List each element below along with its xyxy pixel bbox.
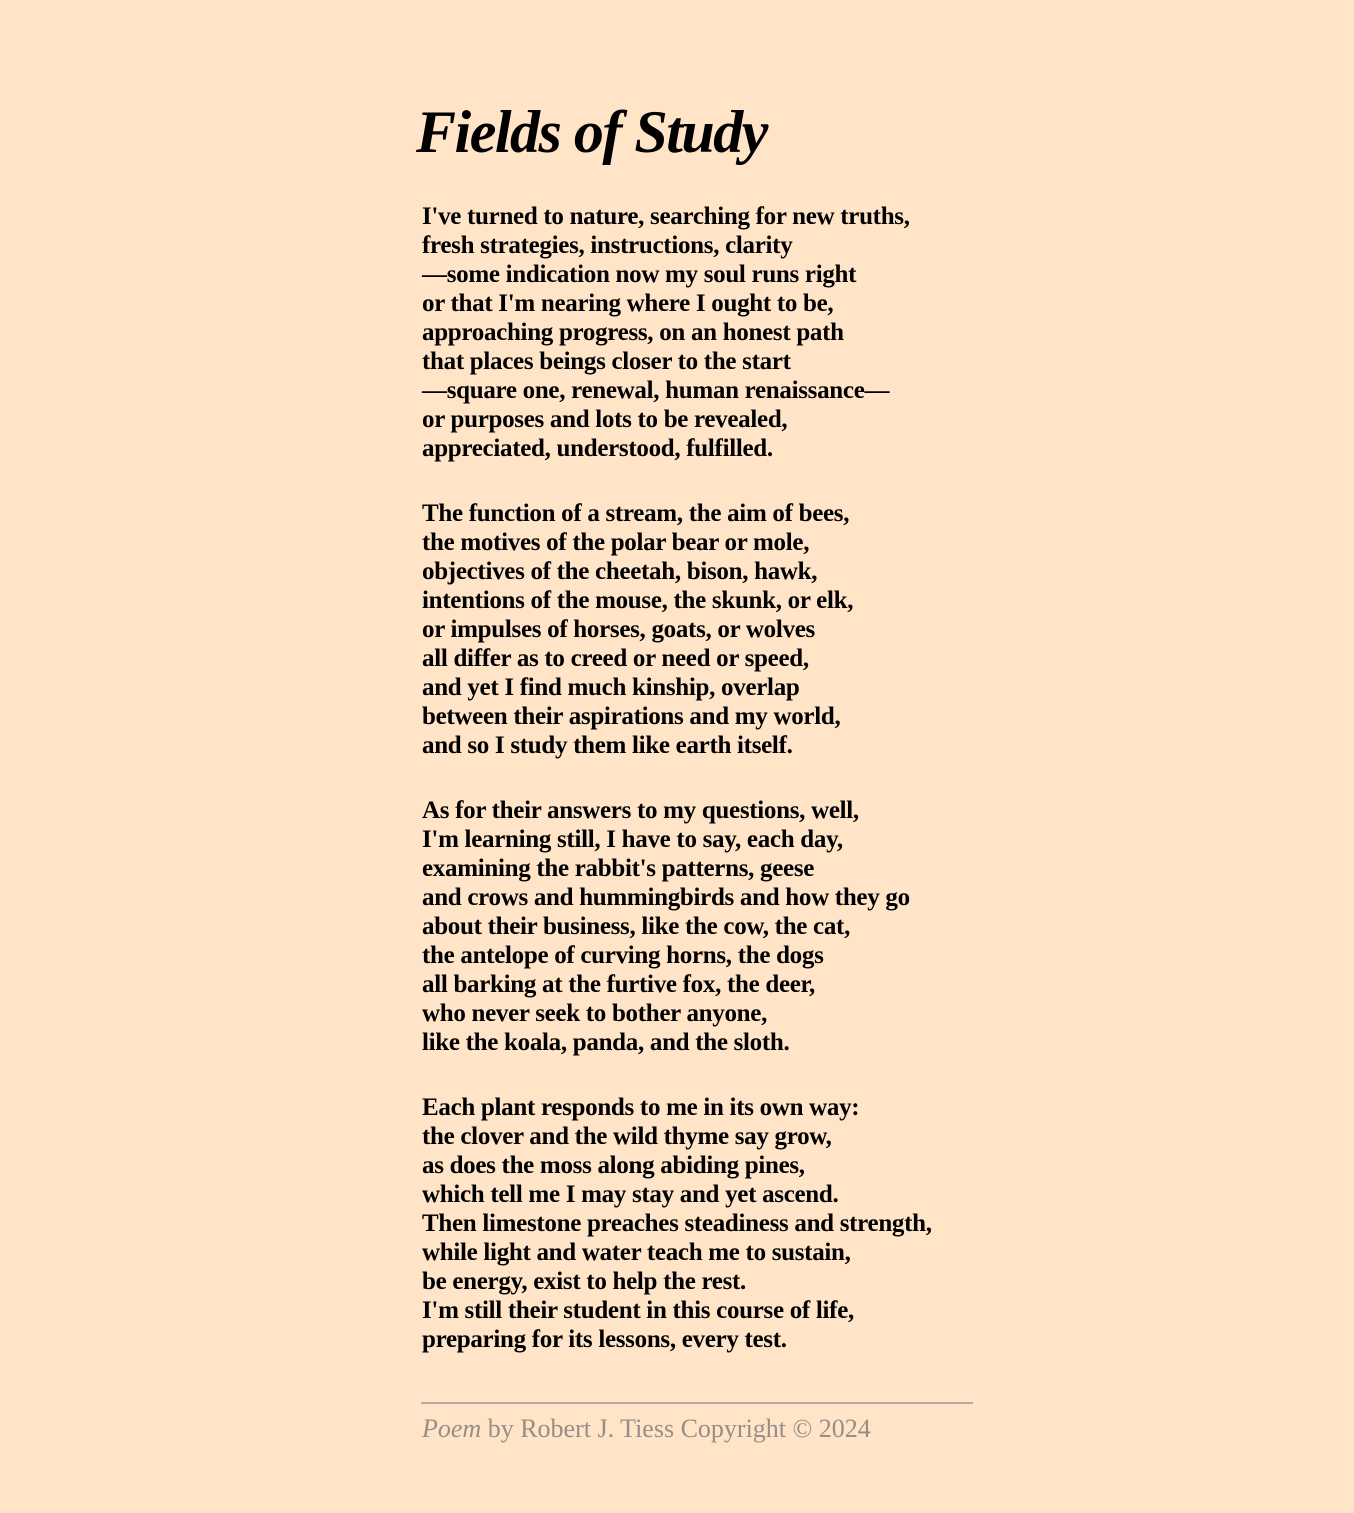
poem-line: between their aspirations and my world,: [422, 703, 841, 730]
poem-credit: [422, 1412, 871, 1446]
poem-line: —some indication now my soul runs right: [422, 261, 857, 288]
credit-text: by Robert J. Tiess Copyright © 2024: [481, 1414, 871, 1443]
poem-line: the motives of the polar bear or mole,: [422, 529, 810, 556]
poem-line: that places beings closer to the start: [422, 348, 791, 375]
footer-divider: [421, 1402, 973, 1404]
poem-line: and yet I find much kinship, overlap: [422, 674, 800, 701]
stanza: [422, 1093, 982, 1354]
poem-line: and so I study them like earth itself.: [422, 732, 793, 759]
poem-line: I've turned to nature, searching for new truths,: [422, 203, 910, 230]
poem-line: the antelope of curving horns, the dogs: [422, 942, 824, 969]
poem-line: appreciated, understood, fulfilled.: [422, 435, 773, 462]
poem-line: preparing for its lessons, every test.: [422, 1326, 787, 1353]
poem-line: all differ as to creed or need or speed,: [422, 645, 809, 672]
poem-line: about their business, like the cow, the cat,: [422, 913, 851, 940]
poem-line: and crows and hummingbirds and how they go: [422, 884, 910, 911]
poem-line: while light and water teach me to sustain,: [422, 1239, 851, 1266]
poem-line: As for their answers to my questions, well,: [422, 797, 859, 824]
poem-line: approaching progress, on an honest path: [422, 319, 844, 346]
poem-title: Fields of Study: [416, 99, 767, 165]
poem-line: The function of a stream, the aim of bees,: [422, 500, 850, 527]
poem-line: intentions of the mouse, the skunk, or elk,: [422, 587, 854, 614]
poem-line: like the koala, panda, and the sloth.: [422, 1029, 790, 1056]
poem-line: who never seek to bother anyone,: [422, 1000, 768, 1027]
poem-line: be energy, exist to help the rest.: [422, 1268, 747, 1295]
poem-line: I'm learning still, I have to say, each day,: [422, 826, 843, 853]
poem-line: as does the moss along abiding pines,: [422, 1152, 805, 1179]
poem-line: or purposes and lots to be revealed,: [422, 406, 788, 433]
poem-line: —square one, renewal, human renaissance—: [422, 377, 890, 404]
poem-line: which tell me I may stay and yet ascend.: [422, 1181, 839, 1208]
stanza: [422, 796, 982, 1057]
poem-line: or impulses of horses, goats, or wolves: [422, 616, 815, 643]
poem-line: objectives of the cheetah, bison, hawk,: [422, 558, 818, 585]
poem-line: all barking at the furtive fox, the deer,: [422, 971, 815, 998]
poem-line: Then limestone preaches steadiness and strength,: [422, 1210, 932, 1237]
poem-body: [422, 202, 982, 1390]
credit-label: Poem: [422, 1414, 482, 1443]
poem-line: I'm still their student in this course of life,: [422, 1297, 854, 1324]
poem-line: examining the rabbit's patterns, geese: [422, 855, 815, 882]
stanza: [422, 202, 982, 463]
poem-line: fresh strategies, instructions, clarity: [422, 232, 793, 259]
stanza: [422, 499, 982, 760]
poem-line: Each plant responds to me in its own way:: [422, 1094, 860, 1121]
poem-line: the clover and the wild thyme say grow,: [422, 1123, 832, 1150]
poem-line: or that I'm nearing where I ought to be,: [422, 290, 834, 317]
